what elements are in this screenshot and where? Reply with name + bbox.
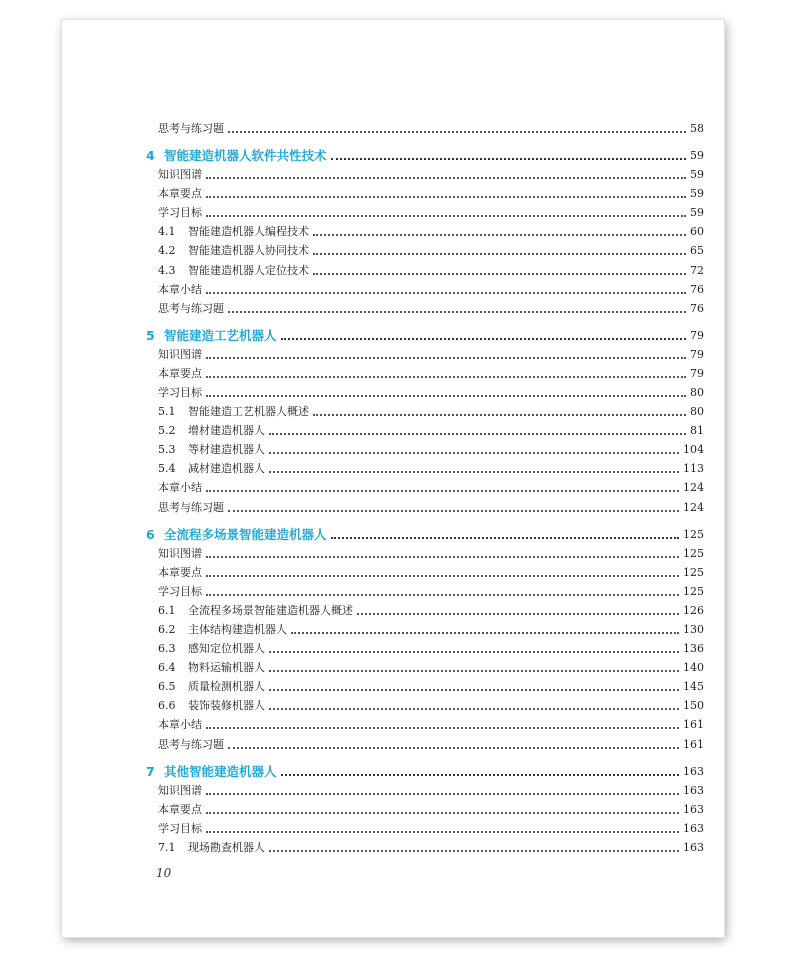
toc-page-number: 59 — [690, 206, 704, 220]
toc-entry-title: 现场勘查机器人 — [188, 840, 265, 854]
toc-entry-row — [158, 676, 704, 694]
toc-entry-number: 5.2 — [158, 424, 176, 438]
dot-leader — [206, 727, 679, 729]
toc-chapter-row — [146, 761, 704, 779]
dot-leader — [269, 433, 686, 435]
toc-entry-title: 知识图谱 — [158, 347, 202, 361]
table-of-contents — [62, 20, 724, 937]
dot-leader — [206, 490, 679, 492]
toc-page-number: 59 — [690, 168, 704, 181]
toc-entry-number: 4 — [146, 148, 155, 163]
toc-entry-row — [158, 363, 704, 381]
dot-leader — [206, 575, 679, 577]
toc-entry-row — [158, 240, 704, 258]
toc-entry-title: 主体结构建造机器人 — [188, 622, 287, 636]
toc-entry-row — [158, 780, 704, 798]
dot-leader — [269, 670, 679, 672]
toc-entry-title: 本章小结 — [158, 481, 202, 495]
toc-entry-title: 本章要点 — [158, 366, 202, 380]
toc-entry-title: 本章要点 — [158, 187, 202, 201]
toc-entry-number: 7 — [146, 763, 155, 779]
toc-entry-title: 智能建造工艺机器人 — [164, 327, 277, 343]
dot-leader — [206, 594, 679, 596]
dot-leader — [331, 158, 686, 160]
toc-page-number: 80 — [690, 385, 704, 399]
dot-leader — [206, 793, 679, 795]
page-number-folio: 10 — [156, 866, 172, 880]
toc-entry-number: 4.3 — [158, 263, 176, 277]
dot-leader — [269, 471, 679, 473]
toc-entry-row — [158, 562, 704, 580]
toc-entry-row — [158, 657, 704, 675]
toc-entry-row — [158, 344, 704, 362]
toc-entry-row — [158, 497, 704, 515]
toc-entry-title: 本章要点 — [158, 565, 202, 579]
toc-entry-title: 质量检测机器人 — [188, 680, 265, 694]
toc-entry-number: 4.1 — [158, 225, 176, 239]
dot-leader — [269, 452, 679, 454]
toc-entry-title: 本章小结 — [158, 718, 202, 732]
toc-entry-title: 等材建造机器人 — [188, 443, 265, 457]
toc-page-number: 58 — [690, 122, 704, 135]
dot-leader — [206, 556, 679, 558]
dot-leader — [331, 537, 679, 539]
toc-entry-row — [158, 477, 704, 495]
toc-entry-row — [158, 837, 704, 855]
dot-leader — [281, 774, 679, 776]
dot-leader — [228, 510, 679, 512]
toc-entry-title: 智能建造机器人定位技术 — [188, 263, 309, 277]
toc-entry-row — [158, 401, 704, 419]
toc-entry-row — [158, 221, 704, 239]
toc-page-number: 79 — [690, 347, 704, 361]
toc-entry-row — [158, 298, 704, 316]
toc-page-number: 125 — [683, 546, 704, 560]
dot-leader — [228, 747, 679, 749]
toc-page-number: 161 — [683, 737, 704, 751]
toc-entry-number: 7.1 — [158, 840, 176, 854]
dot-leader — [269, 651, 679, 653]
toc-entry-row — [158, 818, 704, 836]
toc-page-number: 72 — [690, 263, 704, 277]
toc-entry-title: 思考与练习题 — [158, 500, 224, 514]
dot-leader — [269, 850, 679, 852]
toc-page-number: 125 — [683, 565, 704, 579]
toc-entry-title: 本章要点 — [158, 802, 202, 816]
toc-entry-row — [158, 202, 704, 220]
toc-page-number: 104 — [683, 443, 704, 457]
toc-entry-title: 智能建造机器人协同技术 — [188, 244, 309, 258]
toc-entry-row — [158, 279, 704, 297]
toc-entry-row — [158, 638, 704, 656]
toc-chapter-row — [146, 145, 704, 163]
toc-page-number: 145 — [683, 680, 704, 694]
toc-entry-row — [158, 260, 704, 278]
toc-page-number: 81 — [690, 424, 704, 438]
toc-entry-number: 5.3 — [158, 443, 176, 457]
dot-leader — [313, 253, 686, 255]
toc-entry-row — [158, 382, 704, 400]
toc-entry-number: 6.1 — [158, 603, 176, 617]
toc-page-number: 76 — [690, 301, 704, 315]
toc-entry-title: 知识图谱 — [158, 783, 202, 797]
dot-leader — [206, 215, 686, 217]
toc-entry-number: 5.4 — [158, 462, 176, 476]
toc-entry-number: 5.1 — [158, 405, 176, 418]
toc-entry-title: 减材建造机器人 — [188, 462, 265, 476]
dot-leader — [206, 831, 679, 833]
toc-entry-row — [158, 619, 704, 637]
dot-leader — [269, 708, 679, 710]
dot-leader — [357, 613, 679, 615]
toc-entry-number: 4.2 — [158, 244, 176, 258]
toc-entry-title: 学习目标 — [158, 584, 202, 598]
toc-page-number: 163 — [683, 840, 704, 854]
toc-entry-title: 思考与练习题 — [158, 301, 224, 315]
toc-entry-row — [158, 420, 704, 438]
toc-entry-row — [158, 581, 704, 599]
dot-leader — [313, 234, 686, 236]
toc-entry-title: 感知定位机器人 — [188, 642, 265, 655]
toc-chapter-row — [146, 325, 704, 343]
dot-leader — [228, 131, 686, 133]
toc-page-number: 59 — [690, 149, 704, 162]
toc-entry-title: 知识图谱 — [158, 168, 202, 181]
toc-entry-row — [158, 600, 704, 618]
toc-entry-row — [158, 695, 704, 713]
toc-page-number: 140 — [683, 661, 704, 675]
dot-leader — [313, 414, 686, 416]
toc-entry-title: 全流程多场景智能建造机器人 — [164, 526, 327, 542]
toc-entry-title: 智能建造机器人编程技术 — [188, 225, 309, 239]
toc-page-number: 161 — [683, 718, 704, 732]
toc-page-number: 124 — [683, 500, 704, 514]
dot-leader — [206, 812, 679, 814]
toc-entry-title: 知识图谱 — [158, 546, 202, 560]
toc-entry-title: 装饰装修机器人 — [188, 699, 265, 713]
toc-entry-row — [158, 458, 704, 476]
toc-entry-title: 智能建造工艺机器人概述 — [188, 405, 309, 418]
dot-leader — [206, 177, 686, 179]
toc-page-number: 130 — [683, 622, 704, 636]
dot-leader — [206, 357, 686, 359]
toc-entry-number: 6 — [146, 526, 155, 542]
toc-page-number: 113 — [683, 462, 704, 476]
toc-entry-number: 6.5 — [158, 680, 176, 694]
dot-leader — [206, 395, 686, 397]
toc-entry-title: 全流程多场景智能建造机器人概述 — [188, 603, 353, 617]
book-page — [62, 20, 724, 937]
toc-entry-number: 6.6 — [158, 699, 176, 713]
dot-leader — [281, 338, 686, 340]
dot-leader — [313, 273, 686, 275]
toc-chapter-row — [146, 524, 704, 542]
toc-page-number: 163 — [683, 802, 704, 816]
toc-page-number: 79 — [690, 366, 704, 380]
toc-entry-row — [158, 118, 704, 136]
toc-page-number: 60 — [690, 225, 704, 239]
toc-page-number: 136 — [683, 642, 704, 655]
toc-page-number: 150 — [683, 699, 704, 713]
toc-page-number: 125 — [683, 527, 704, 541]
toc-entry-row — [158, 183, 704, 201]
toc-entry-title: 其他智能建造机器人 — [164, 763, 277, 779]
toc-entry-title: 增材建造机器人 — [188, 424, 265, 438]
toc-entry-title: 物料运输机器人 — [188, 661, 265, 675]
dot-leader — [206, 292, 686, 294]
toc-entry-title: 智能建造机器人软件共性技术 — [164, 148, 327, 163]
dot-leader — [269, 689, 679, 691]
toc-page-number: 65 — [690, 244, 704, 258]
dot-leader — [206, 376, 686, 378]
toc-entry-row — [158, 799, 704, 817]
dot-leader — [228, 311, 686, 313]
toc-entry-title: 思考与练习题 — [158, 737, 224, 751]
toc-entry-number: 6.4 — [158, 661, 176, 675]
toc-entry-row — [158, 439, 704, 457]
toc-page-number: 124 — [683, 481, 704, 495]
toc-page-number: 163 — [683, 783, 704, 797]
toc-page-number: 126 — [683, 603, 704, 617]
dot-leader — [206, 196, 686, 198]
toc-entry-number: 5 — [146, 327, 155, 343]
toc-page-number: 163 — [683, 821, 704, 835]
toc-entry-title: 学习目标 — [158, 821, 202, 835]
toc-page-number: 125 — [683, 584, 704, 598]
toc-entry-title: 学习目标 — [158, 206, 202, 220]
toc-entry-row — [158, 164, 704, 182]
toc-page-number: 59 — [690, 187, 704, 201]
dot-leader — [291, 632, 679, 634]
toc-entry-number: 6.2 — [158, 622, 176, 636]
toc-entry-title: 学习目标 — [158, 385, 202, 399]
toc-entry-row — [158, 714, 704, 732]
toc-entry-title: 本章小结 — [158, 282, 202, 296]
toc-entry-row — [158, 543, 704, 561]
toc-entry-row — [158, 734, 704, 752]
toc-page-number: 80 — [690, 405, 704, 418]
toc-entry-title: 思考与练习题 — [158, 122, 224, 135]
toc-page-number: 163 — [683, 764, 704, 778]
toc-page-number: 79 — [690, 328, 704, 342]
toc-page-number: 76 — [690, 282, 704, 296]
toc-entry-number: 6.3 — [158, 642, 176, 655]
